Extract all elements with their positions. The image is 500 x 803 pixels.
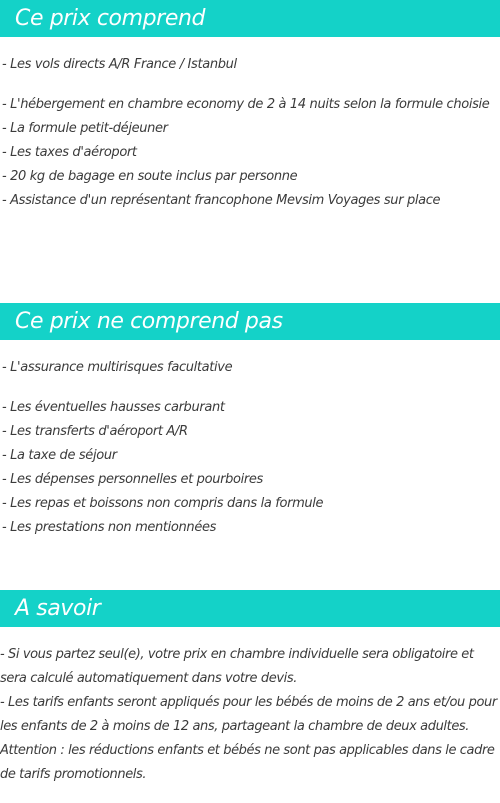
included-title: Ce prix comprend xyxy=(15,6,206,31)
included-header xyxy=(0,0,500,37)
included-list xyxy=(2,53,498,213)
excluded-title: Ce prix ne comprend pas xyxy=(15,309,283,334)
info-paragraph-child-rates: - Les tarifs enfants seront appliqués pour les bébés de moins de 2 ans et/ou pour les enfants de 2 à moins de 12 ans, partageant la chambre de deux adultes. Attention : les réductions enfants et bébés ne sont pas applicables dans le cadre de tarifs promotionnels. xyxy=(0,695,497,782)
included-item-breakfast: - La formule petit-déjeuner xyxy=(2,121,168,136)
excluded-item-transfers: - Les transferts d'aéroport A/R xyxy=(2,424,188,439)
included-item-airport-taxes: - Les taxes d'aéroport xyxy=(2,145,137,160)
excluded-item-personal-expenses: - Les dépenses personnelles et pourboires xyxy=(2,472,263,487)
excluded-item-fuel: - Les éventuelles hausses carburant xyxy=(2,400,225,415)
info-paragraph-single-room: - Si vous partez seul(e), votre prix en chambre individuelle sera obligatoire et sera calculé automatiquement dans votre devis. xyxy=(0,647,474,686)
excluded-item-meals: - Les repas et boissons non compris dans la formule xyxy=(2,496,324,511)
included-item-assistance: - Assistance d'un représentant francophone Mevsim Voyages sur place xyxy=(2,193,441,208)
excluded-item-tourist-tax: - La taxe de séjour xyxy=(2,448,117,463)
included-item-baggage: - 20 kg de bagage en soute inclus par personne xyxy=(2,169,298,184)
excluded-item-insurance: - L'assurance multirisques facultative xyxy=(2,360,233,375)
excluded-list xyxy=(2,356,498,540)
included-item-flights: - Les vols directs A/R France / Istanbul xyxy=(2,57,237,72)
excluded-header xyxy=(0,303,500,340)
info-header xyxy=(0,590,500,627)
included-item-hotel: - L'hébergement en chambre economy de 2 à 14 nuits selon la formule choisie xyxy=(2,97,490,112)
excluded-item-other-services: - Les prestations non mentionnées xyxy=(2,520,217,535)
info-title: A savoir xyxy=(15,596,101,621)
